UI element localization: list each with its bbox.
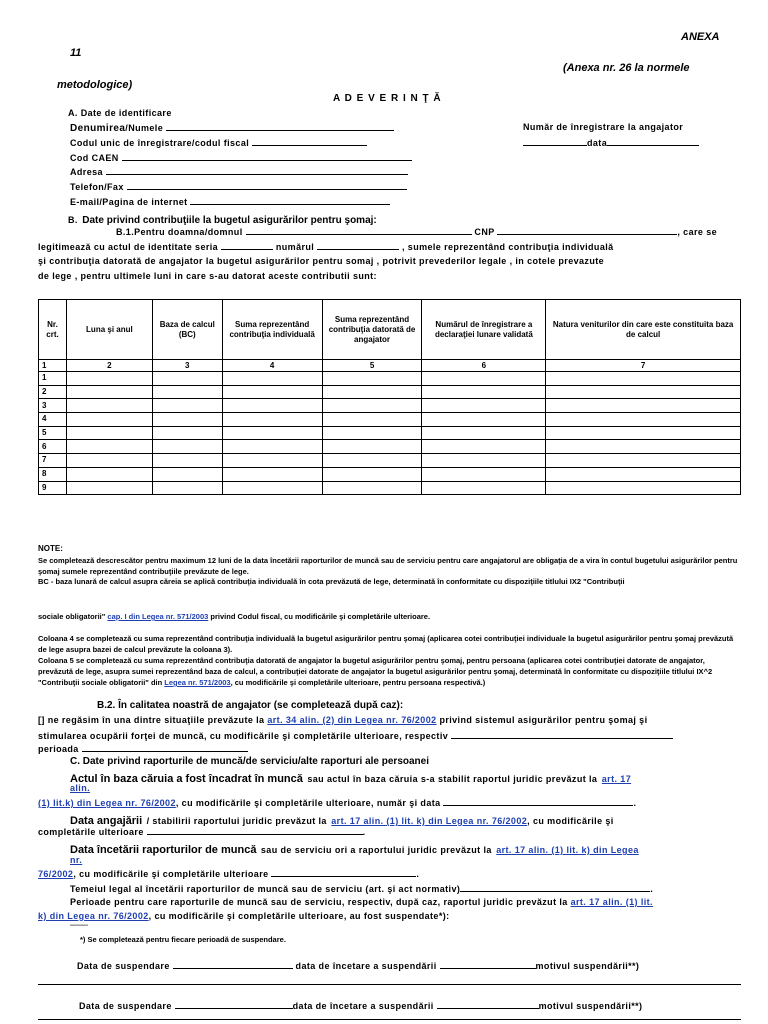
suspension-rule-2[interactable]	[38, 1019, 741, 1020]
c3-suffix: , cu modificările şi completările ulterioare	[73, 869, 269, 879]
table-cell[interactable]	[546, 385, 741, 399]
c3-line-3: 76/2002, cu modificările şi completările ulterioare .	[38, 869, 420, 879]
note-4: Coloana 4 se completează cu suma reprezentând contribuţia individuală la bugetul asigurărilor pentru şomaj (aplicarea cotei contribuţiei individuale la bugetul asigurărilor pentru şomaj prevăzută de lege asupra bazei de calcul prevăzute la coloana 3).	[38, 634, 734, 654]
c2-small: / stabilirii raportului juridic prevăzut la	[146, 816, 327, 826]
seria-line[interactable]	[221, 241, 273, 250]
k-legea-76-link[interactable]: k) din Legea nr. 76/2002	[38, 911, 149, 921]
table-header-cell: Baza de calcul (BC)	[152, 300, 222, 360]
b2-line-3	[38, 743, 248, 754]
c2-big: Data angajării	[70, 815, 143, 827]
table-header-cell: Luna şi anul	[66, 300, 152, 360]
table-cell[interactable]	[422, 385, 546, 399]
c3-line	[70, 840, 639, 858]
nr-line[interactable]	[523, 137, 587, 146]
note-3-suffix: privind Codul fiscal, cu modificările şi completările ulterioare.	[210, 612, 431, 621]
table-cell[interactable]	[66, 454, 152, 468]
row-number: 4	[39, 413, 67, 427]
row-number: 5	[39, 426, 67, 440]
note-1: Se completează descrescător pentru maximum 12 luni de la data încetării raporturilor de muncă sau de serviciu pentru care angajatorul are obligaţia de a vira în contul bugetului asigurărilor pentru şomaj sumele reprezentând contribuţiile prevăzute de lege.	[38, 556, 738, 576]
numarul-label: numărul	[275, 242, 315, 252]
b2-line-1-suffix: privind sistemul asigurărilor pentru şomaj şi	[439, 715, 648, 725]
row-number: 9	[39, 481, 67, 495]
table-cell[interactable]	[152, 385, 222, 399]
table-cell[interactable]	[222, 481, 322, 495]
table-cell[interactable]	[152, 481, 222, 495]
b2-checkbox-text[interactable]: [] ne regăsim în una dintre situaţiile prevăzute la	[38, 715, 265, 725]
b2-line-2	[38, 730, 673, 741]
separator: ---------	[70, 923, 88, 929]
perioada-label: perioada	[38, 744, 79, 754]
data-label: data	[587, 138, 608, 148]
suspension-rule-1[interactable]	[38, 984, 741, 985]
note-3-prefix: sociale obligatorii"	[38, 612, 106, 621]
column-number: 6	[422, 360, 546, 372]
table-header-cell: Suma reprezentând contribuţia individuală	[222, 300, 322, 360]
c2-completari: completările ulterioare	[38, 827, 144, 837]
c5-suffix: , cu modificările şi completările ulterioare, au fost suspendate*):	[148, 911, 450, 921]
note-5-prefix: Coloana 5 se completează cu suma reprezentând contribuţia datorată de angajator la bugetul asigurărilor pentru şomaj, pentru persoana (aplicarea cotei contribuţiei datorate de angajator, prevăzută de lege, asupra sumei reprezentând baza de calcul, a contribuţiei datorate de angajator la bugetul asigurărilor pentru şomaj, determinată în conformitate cu dispoziţiile titlului IX^2 "Contribuţii sociale obligatorii" din	[38, 656, 713, 687]
table-cell[interactable]	[422, 399, 546, 413]
anexa-reference: (Anexa nr. 26 la normele	[563, 62, 690, 74]
b1-line-3: şi contribuţia datorată de angajator la bugetul asigurărilor pentru somaj , potrivit prevederilor legale , in cotele prevazute	[38, 256, 605, 266]
c1-line-3: (1) lit.k) din Legea nr. 76/2002, cu modificările şi completările ulterioare, număr şi data .	[38, 798, 637, 808]
table-cell[interactable]	[422, 454, 546, 468]
table-row	[39, 481, 741, 495]
email-line[interactable]	[190, 196, 390, 205]
table-cell[interactable]	[422, 481, 546, 495]
table-cell[interactable]	[546, 481, 741, 495]
incet-date-line[interactable]	[437, 1000, 539, 1009]
nr-link[interactable]: nr.	[70, 855, 83, 865]
table-cell[interactable]	[152, 413, 222, 427]
cnp-label: CNP	[474, 227, 495, 237]
note-3	[38, 611, 741, 622]
table-cell[interactable]	[322, 372, 422, 386]
c4-line: Temeiul legal al încetării raporturilor de muncă sau de serviciu (art. şi act normativ) .	[70, 884, 654, 894]
table-cell[interactable]	[322, 413, 422, 427]
adresa-field[interactable]	[70, 166, 408, 177]
temei-line[interactable]	[460, 883, 650, 892]
table-row	[39, 467, 741, 481]
table-cell[interactable]	[322, 440, 422, 454]
table-cell[interactable]	[152, 440, 222, 454]
denumire-field[interactable]	[70, 122, 394, 134]
c2-suffix: , cu modificările şi	[527, 816, 614, 826]
table-row	[39, 413, 741, 427]
table-cell[interactable]	[422, 440, 546, 454]
art17-k-link[interactable]: art. 17 alin. (1) lit. k) din Legea nr. 76/2002	[331, 816, 528, 826]
table-cell[interactable]	[322, 399, 422, 413]
susp-date-label: Data de suspendare	[77, 961, 170, 971]
b2-line-1	[38, 715, 648, 725]
c3-small: sau de serviciu ori a raportului juridic prevăzut la	[260, 845, 492, 855]
denumire-line[interactable]	[166, 122, 394, 131]
c3-line-2	[70, 855, 82, 865]
table-cell[interactable]	[546, 413, 741, 427]
telefon-field[interactable]	[70, 181, 407, 192]
c1-line-2	[70, 783, 90, 793]
c5-line	[70, 897, 653, 907]
caen-field[interactable]	[70, 152, 412, 163]
alin-link[interactable]: alin.	[70, 783, 91, 793]
data-incetarii-line[interactable]	[271, 868, 416, 877]
table-cell[interactable]	[66, 385, 152, 399]
cui-field[interactable]	[70, 137, 367, 148]
c4-text: Temeiul legal al încetării raporturilor de muncă sau de serviciu (art. şi act normativ)	[70, 884, 461, 894]
table-cell[interactable]	[66, 372, 152, 386]
row-number: 2	[39, 385, 67, 399]
legitimeaza-label: legitimează cu actul de identitate seria	[38, 242, 219, 252]
table-row	[39, 385, 741, 399]
row-number: 8	[39, 467, 67, 481]
table-cell[interactable]	[66, 399, 152, 413]
table-cell[interactable]	[222, 372, 322, 386]
c1-big: Actul în baza căruia a fost încadrat în muncă	[70, 773, 303, 785]
table-header-cell: Suma reprezentând contribuţia datorată de angajator	[322, 300, 422, 360]
cui-label: Codul unic de înregistrare/codul fiscal	[70, 138, 250, 148]
table-cell[interactable]	[66, 440, 152, 454]
art17-k-legea-link[interactable]: art. 17 alin. (1) lit. k) din Legea	[496, 845, 639, 855]
table-cell[interactable]	[222, 413, 322, 427]
telefon-label: Telefon/Fax	[70, 182, 124, 192]
table-row	[39, 426, 741, 440]
table-cell[interactable]	[152, 467, 222, 481]
table-header-cell: Nr. crt.	[39, 300, 67, 360]
susp-date-line[interactable]	[173, 960, 293, 969]
art17-link[interactable]: art. 17	[601, 774, 632, 784]
suspension-footnote: *) Se completează pentru fiecare perioadă de suspendare.	[80, 935, 286, 944]
table-cell[interactable]	[422, 467, 546, 481]
nr-data-field[interactable]	[523, 137, 699, 148]
c1-small: sau actul în baza căruia s-a stabilit raportul juridic prevăzut la	[307, 774, 598, 784]
numar-data-line[interactable]	[443, 797, 633, 806]
c3-big: Data încetării raporturilor de muncă	[70, 844, 257, 856]
susp-date-label: Data de suspendare	[79, 1001, 172, 1011]
section-b2-heading: B.2. În calitatea noastră de angajator (se completează după caz):	[97, 700, 404, 711]
nr-inregistrare-label: Număr de înregistrare la angajator	[523, 122, 684, 132]
anexa-label: ANEXA	[681, 31, 720, 43]
table-cell[interactable]	[152, 454, 222, 468]
legea-571-link-2[interactable]: Legea nr. 571/2003	[164, 678, 231, 687]
c2-line-2: completările ulterioare .	[38, 827, 366, 837]
row-number: 1	[39, 372, 67, 386]
b1-line	[116, 226, 717, 237]
table-row	[39, 454, 741, 468]
table-cell[interactable]	[546, 399, 741, 413]
table-cell[interactable]	[322, 481, 422, 495]
column-number: 7	[546, 360, 741, 372]
email-label: E-mail/Pagina de internet	[70, 197, 188, 207]
b1-line-2	[38, 241, 614, 252]
numele-label: /Numele	[125, 123, 164, 133]
table-cell[interactable]	[322, 454, 422, 468]
table-row	[39, 399, 741, 413]
adresa-label: Adresa	[70, 167, 103, 177]
table-cell[interactable]	[322, 385, 422, 399]
b1-line-4: de lege , pentru ultimele luni in care s-au datorat aceste contributii sunt:	[38, 271, 377, 281]
art34-link[interactable]: art. 34 alin. (2) din Legea nr. 76/2002	[267, 715, 437, 725]
c5-text: Perioade pentru care raporturile de muncă sau de serviciu, respectiv, după caz, raportul juridic prevăzut la	[70, 897, 568, 907]
note-2: BC - baza lunară de calcul asupra căreia se aplică contribuţia individuală în cota prevăzută de lege, determinată în conformitate cu dispoziţiile titlului IX2 "Contribuţii	[38, 577, 625, 586]
table-cell[interactable]	[546, 467, 741, 481]
email-field[interactable]	[70, 196, 390, 207]
table-cell[interactable]	[546, 372, 741, 386]
table-cell[interactable]	[546, 454, 741, 468]
table-cell[interactable]	[222, 426, 322, 440]
section-a-heading: A. Date de identificare	[68, 108, 172, 118]
table-cell[interactable]	[422, 372, 546, 386]
row-number: 6	[39, 440, 67, 454]
column-number: 1	[39, 360, 67, 372]
table-header-cell: Numărul de înregistrare a declaraţiei lunare validată	[422, 300, 546, 360]
contributions-table	[38, 299, 741, 495]
perioada-line[interactable]	[82, 743, 248, 752]
column-number: 5	[322, 360, 422, 372]
table-cell[interactable]	[222, 454, 322, 468]
adresa-line[interactable]	[106, 166, 408, 175]
b2-line-2-text: stimularea ocupării forţei de muncă, cu modificările şi completările ulterioare, respectiv	[38, 731, 449, 741]
table-row	[39, 440, 741, 454]
c1-suffix: , cu modificările şi completările ulterioare, număr şi data	[175, 798, 441, 808]
table-cell[interactable]	[152, 426, 222, 440]
numarul-line[interactable]	[317, 241, 399, 250]
table-cell[interactable]	[222, 399, 322, 413]
c5-line-2	[38, 911, 450, 921]
column-number: 2	[66, 360, 152, 372]
legea-571-link[interactable]: cap. I din Legea nr. 571/2003	[107, 612, 209, 621]
motiv-label: motivul suspendării**)	[535, 961, 640, 971]
data-angajarii-line[interactable]	[147, 826, 363, 835]
name-line[interactable]	[246, 226, 472, 235]
column-number: 4	[222, 360, 322, 372]
table-cell[interactable]	[222, 440, 322, 454]
table-cell[interactable]	[66, 467, 152, 481]
anexa-number: 11	[70, 47, 82, 59]
table-cell[interactable]	[222, 467, 322, 481]
table-header-row	[39, 300, 741, 360]
table-cell[interactable]	[66, 413, 152, 427]
table-cell[interactable]	[422, 426, 546, 440]
c1-line	[70, 769, 631, 787]
legea-76-link[interactable]: (1) lit.k) din Legea nr. 76/2002	[38, 798, 176, 808]
table-cell[interactable]	[152, 399, 222, 413]
note-5-suffix: , cu modificările şi completările ulterioare, pentru persoana respectivă.)	[230, 678, 486, 687]
table-cell[interactable]	[422, 413, 546, 427]
cui-line[interactable]	[252, 137, 367, 146]
notes-title: NOTE:	[38, 544, 63, 553]
document-title: A D E V E R I N Ţ Ă	[333, 93, 442, 104]
table-cell[interactable]	[322, 426, 422, 440]
table-cell[interactable]	[66, 426, 152, 440]
susp-date-line[interactable]	[175, 1000, 293, 1009]
incet-date-label: data de încetare a suspendării	[295, 961, 437, 971]
table-header-cell: Natura veniturilor din care este constituita baza de calcul	[546, 300, 741, 360]
table-cell[interactable]	[222, 385, 322, 399]
suspension-row-1	[77, 960, 639, 971]
art17-lit-link[interactable]: art. 17 alin. (1) lit.	[570, 897, 653, 907]
76-2002-link[interactable]: 76/2002	[38, 869, 74, 879]
note-5	[38, 655, 741, 688]
table-row	[39, 372, 741, 386]
data-line[interactable]	[607, 137, 699, 146]
section-c-heading: C. Date privind raporturile de muncă/de serviciu/alte raporturi ale persoanei	[70, 756, 429, 767]
incet-date-line[interactable]	[440, 960, 536, 969]
cnp-line[interactable]	[497, 226, 677, 235]
row-number: 3	[39, 399, 67, 413]
b1-label: B.1.Pentru doamna/domnul	[116, 227, 243, 237]
denumirea-label: Denumirea	[70, 123, 126, 134]
table-cell[interactable]	[152, 372, 222, 386]
row-number: 7	[39, 454, 67, 468]
motiv-label: motivul suspendării**)	[538, 1001, 643, 1011]
caen-label: Cod CAEN	[70, 153, 119, 163]
table-cell[interactable]	[546, 440, 741, 454]
column-number-row	[39, 360, 741, 372]
section-b-prefix: B.	[68, 215, 78, 225]
respectiv-line[interactable]	[451, 730, 673, 739]
incet-date-label: data de încetare a suspendării	[292, 1001, 434, 1011]
table-cell[interactable]	[546, 426, 741, 440]
table-cell[interactable]	[322, 467, 422, 481]
section-b-title: Date privind contribuţiile la bugetul asigurărilor pentru şomaj:	[82, 215, 377, 226]
telefon-line[interactable]	[127, 181, 407, 190]
sumele-label: , sumele reprezentând contribuţia individuală	[402, 242, 614, 252]
table-cell[interactable]	[66, 481, 152, 495]
care-se-label: , care se	[677, 227, 718, 237]
metodologice-label: metodologice)	[57, 79, 133, 91]
caen-line[interactable]	[122, 152, 412, 161]
suspension-row-2	[79, 1000, 642, 1011]
column-number: 3	[152, 360, 222, 372]
